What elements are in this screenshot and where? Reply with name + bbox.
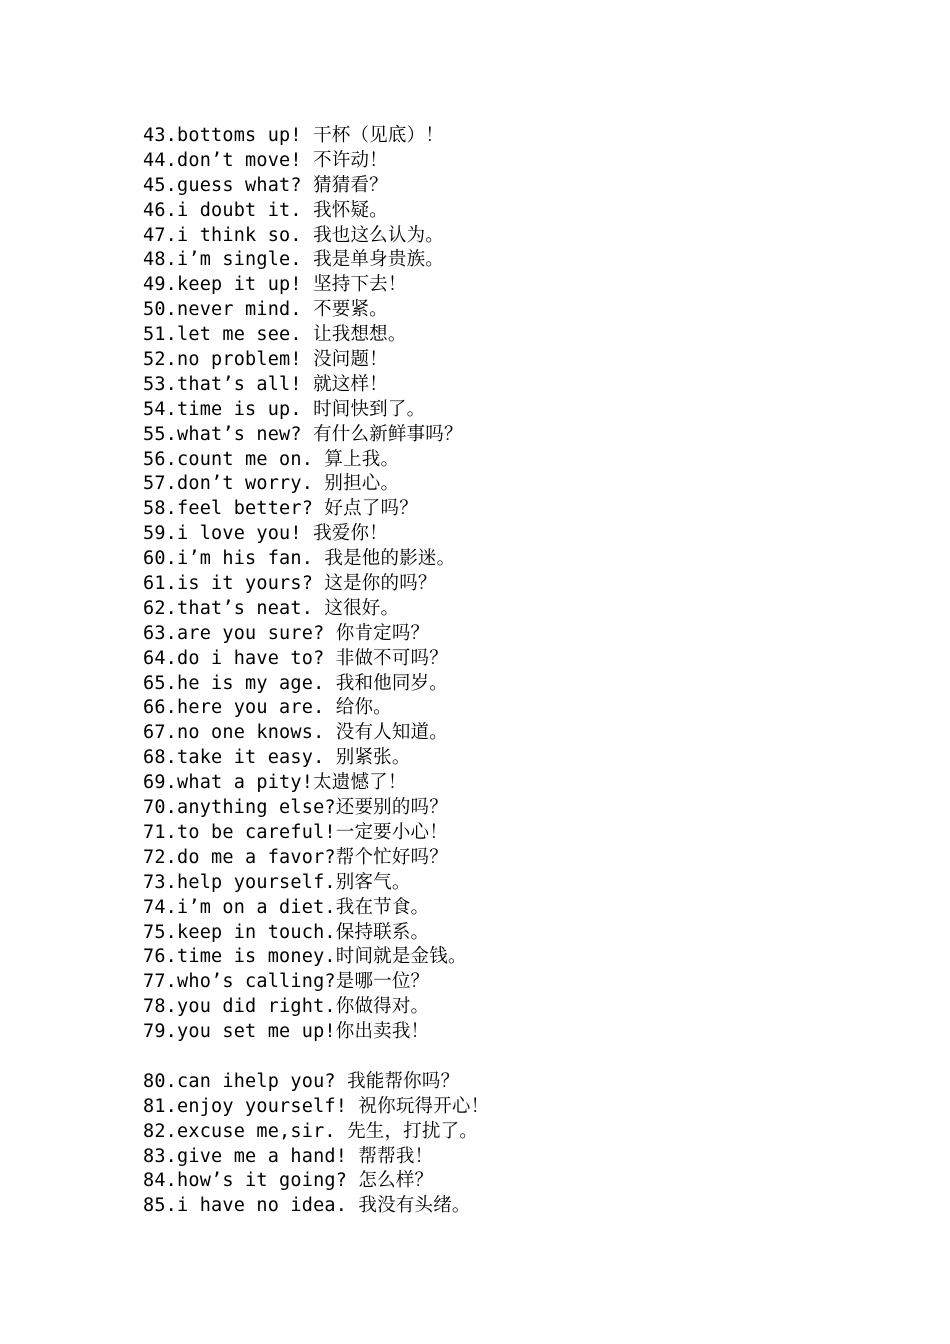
- phrase-line: 62.that’s neat. 这很好。: [143, 597, 400, 619]
- phrase-line: 63.are you sure? 你肯定吗？: [143, 622, 430, 644]
- phrase-line: 82.excuse me,sir. 先生，打扰了。: [143, 1120, 478, 1142]
- phrase-line: 80.can ihelp you? 我能帮你吗？: [143, 1070, 460, 1092]
- phrase-line: 84.how’s it going? 怎么样？: [143, 1170, 434, 1192]
- phrase-line: 50.never mind. 不要紧。: [143, 299, 388, 321]
- phrase-line: 60.i’m his fan. 我是他的影迷。: [143, 548, 456, 570]
- phrase-line: 78.you did right.你做得对。: [143, 996, 430, 1018]
- phrase-line: 56.count me on. 算上我。: [143, 448, 400, 470]
- phrase-line: 74.i’m on a diet.我在节食。: [143, 896, 430, 918]
- phrase-line: 73.help yourself.别客气。: [143, 871, 411, 893]
- phrase-line: 68.take it easy. 别紧张。: [143, 747, 411, 769]
- phrase-line: 53.that’s all! 就这样！: [143, 373, 388, 395]
- phrase-line: 61.is it yours? 这是你的吗？: [143, 573, 437, 595]
- phrase-line: 48.i’m single. 我是单身贵族。: [143, 249, 444, 271]
- phrase-line: 83.give me a hand! 帮帮我！: [143, 1145, 434, 1167]
- phrase-line: 46.i doubt it. 我怀疑。: [143, 199, 388, 221]
- phrase-line: 58.feel better? 好点了吗？: [143, 498, 418, 520]
- phrase-line: 44.don’t move! 不许动！: [143, 149, 388, 171]
- phrase-line: 45.guess what? 猜猜看？: [143, 174, 388, 196]
- phrase-line: 55.what’s new? 有什么新鲜事吗？: [143, 423, 463, 445]
- blank-line: [143, 1045, 903, 1070]
- phrase-line: 77.who’s calling?是哪一位？: [143, 971, 430, 993]
- phrase-line: 51.let me see. 让我想想。: [143, 324, 407, 346]
- phrase-line: 81.enjoy yourself! 祝你玩得开心！: [143, 1095, 490, 1117]
- phrase-line: 52.no problem! 没问题！: [143, 349, 388, 371]
- phrase-line: 66.here you are. 给你。: [143, 697, 392, 719]
- phrase-line: 65.he is my age. 我和他同岁。: [143, 672, 448, 694]
- phrase-line: 59.i love you! 我爱你！: [143, 523, 388, 545]
- phrase-line: 72.do me a favor?帮个忙好吗？: [143, 846, 448, 868]
- phrase-line: 47.i think so. 我也这么认为。: [143, 224, 444, 246]
- phrase-list: [143, 124, 903, 1219]
- phrase-line: 76.time is money.时间就是金钱。: [143, 946, 467, 968]
- phrase-line: 57.don’t worry. 别担心。: [143, 473, 400, 495]
- phrase-line: 70.anything else?还要别的吗？: [143, 797, 448, 819]
- phrase-line: 71.to be careful!一定要小心！: [143, 821, 448, 843]
- phrase-line: 79.you set me up!你出卖我！: [143, 1021, 430, 1043]
- phrase-line: 64.do i have to? 非做不可吗？: [143, 647, 448, 669]
- phrase-line: 67.no one knows. 没有人知道。: [143, 722, 448, 744]
- phrase-line: 69.what a pity!太遗憾了！: [143, 772, 407, 794]
- phrase-line: 43.bottoms up! 干杯（见底）！: [143, 125, 444, 146]
- phrase-line: 49.keep it up! 坚持下去！: [143, 274, 407, 296]
- phrase-line: 54.time is up. 时间快到了。: [143, 398, 426, 420]
- phrase-line: 75.keep in touch.保持联系。: [143, 921, 430, 943]
- phrase-line: 85.i have no idea. 我没有头绪。: [143, 1195, 471, 1217]
